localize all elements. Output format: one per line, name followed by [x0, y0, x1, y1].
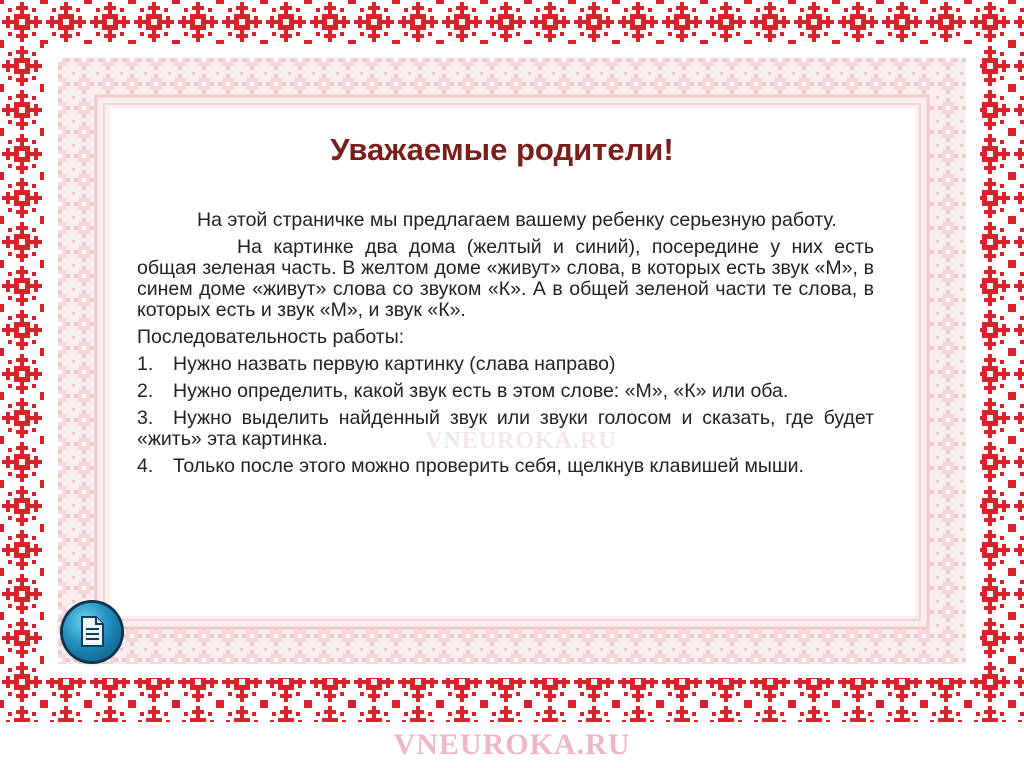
watermark-bottom: VNEUROKA.RU: [393, 728, 631, 761]
step-number: 1.: [137, 353, 154, 375]
step-text: Нужно выделить найденный звук или звуки голосом и сказать, где будет «жить» эта картинка.: [137, 407, 874, 450]
step-text: Только после этого можно проверить себя, щелкнув клавишей мыши.: [173, 455, 804, 477]
picture-paragraph: На картинке два дома (желтый и синий), посередине у них есть общая зеленая часть. В желтом доме «живут» слова, в которых есть звук «М», в синем доме «живут» слова со звуком «К». А в общей зеленой части те слова, в которых есть и звук «М», и звук «К».: [137, 236, 874, 321]
list-item: [137, 456, 874, 477]
intro-paragraph: На этой страничке мы предлагаем вашему ребенку серьезную работу.: [197, 209, 837, 231]
step-number: 4.: [137, 455, 154, 477]
page-title: Уважаемые родители!: [330, 132, 674, 167]
list-item: [137, 354, 874, 375]
step-text: Нужно определить, какой звук есть в этом слове: «М», «К» или оба.: [173, 380, 789, 402]
step-number: 2.: [137, 380, 154, 402]
list-item: [137, 381, 874, 402]
watermark-center: VNEUROKA.RU: [425, 428, 617, 454]
sequence-heading: Последовательность работы:: [137, 326, 405, 348]
document-icon: [77, 615, 107, 649]
document-button[interactable]: [63, 603, 121, 661]
step-text: Нужно назвать первую картинку (слава направо): [173, 353, 616, 375]
step-number: 3.: [137, 407, 154, 429]
